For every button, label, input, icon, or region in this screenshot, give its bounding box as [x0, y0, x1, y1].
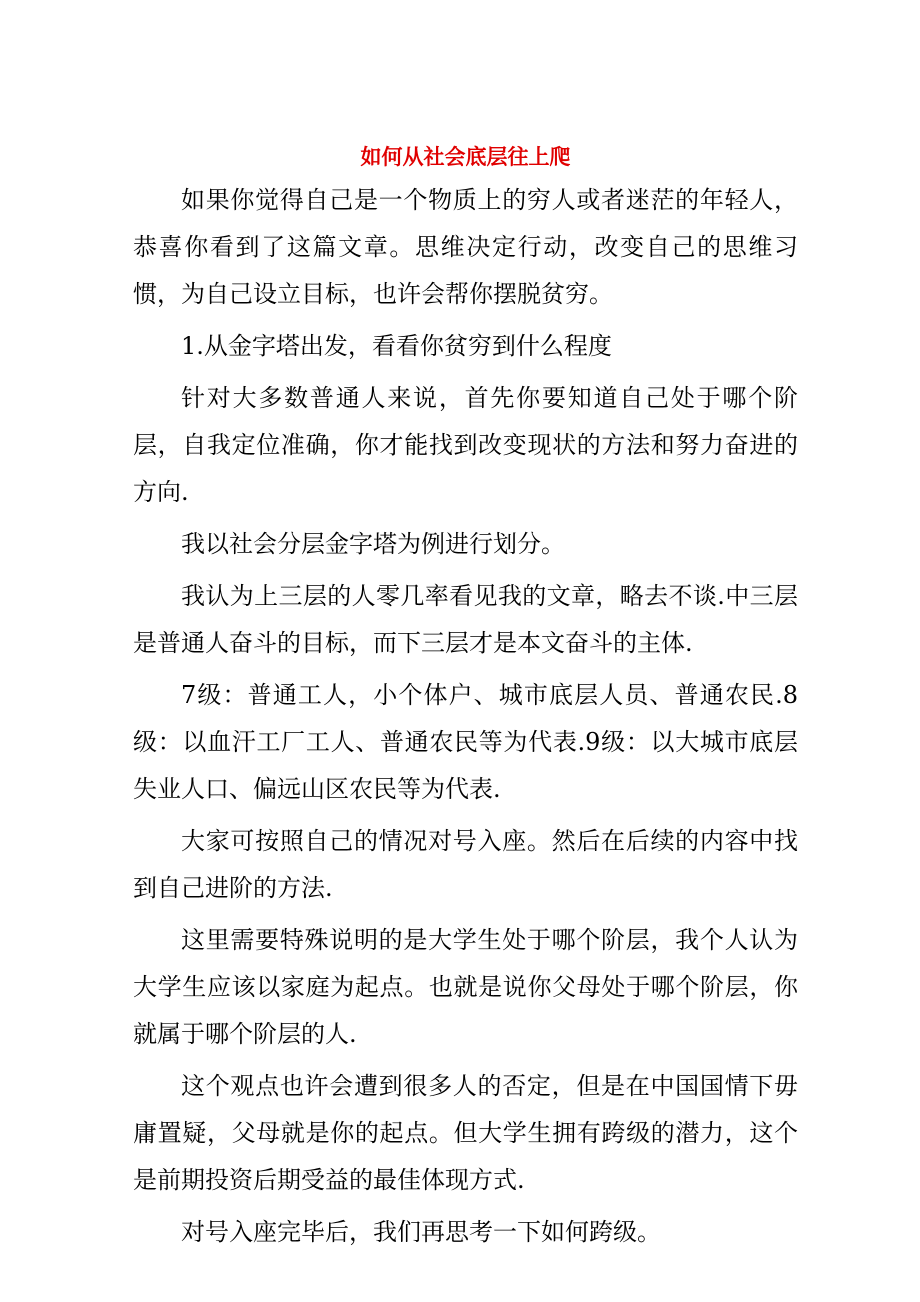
paragraph-self-positioning: 针对大多数普通人来说，首先你要知道自己处于哪个阶层，自我定位准确，你才能找到改变现状的方法和努力奋进的方向.: [133, 384, 798, 506]
paragraph-layers: 我认为上三层的人零几率看见我的文章，略去不谈.中三层是普通人奋斗的目标，而下三层才是本文奋斗的主体.: [133, 582, 798, 657]
paragraph-section-heading: 1.从金字塔出发，看看你贫穷到什么程度: [181, 332, 612, 360]
paragraph-intro: 如果你觉得自己是一个物质上的穷人或者迷茫的年轻人，恭喜你看到了这篇文章。思维决定行动，改变自己的思维习惯，为自己设立目标，也许会帮你摆脱贫穷。: [133, 186, 798, 308]
paragraph-self-check: 大家可按照自己的情况对号入座。然后在后续的内容中找到自己进阶的方法.: [133, 827, 798, 902]
paragraph-levels: 7级：普通工人，小个体户、城市底层人员、普通农民.8级：以血汗工厂工人、普通农民等为代表.9级：以大城市底层失业人口、偏远山区农民等为代表.: [133, 681, 798, 803]
document-body: [133, 137, 798, 1256]
document-title: 如何从社会底层往上爬: [360, 144, 571, 169]
paragraph-pyramid-example: 我以社会分层金字塔为例进行划分。: [181, 530, 565, 558]
paragraph-students: 这里需要特殊说明的是大学生处于哪个阶层，我个人认为大学生应该以家庭为起点。也就是说你父母处于哪个阶层，你就属于哪个阶层的人.: [133, 926, 798, 1048]
paragraph-next: 对号入座完毕后，我们再思考一下如何跨级。: [181, 1218, 661, 1246]
paragraph-parents: 这个观点也许会遭到很多人的否定，但是在中国国情下毋庸置疑，父母就是你的起点。但大学生拥有跨级的潜力，这个是前期投资后期受益的最佳体现方式.: [133, 1072, 798, 1194]
